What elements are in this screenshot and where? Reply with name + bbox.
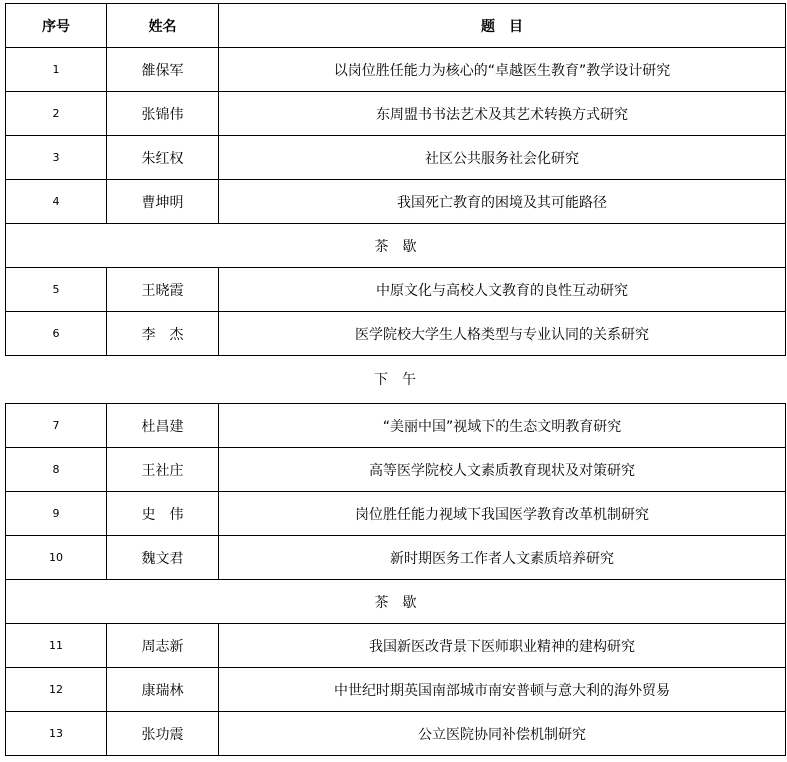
- table-row: [6, 668, 786, 712]
- table-row: [6, 492, 786, 536]
- row-name: 康瑞林: [107, 668, 219, 712]
- table-row: [6, 712, 786, 756]
- tea-break-label: 茶 歇: [6, 580, 786, 624]
- header-title: 题 目: [219, 4, 786, 48]
- table-row: [6, 136, 786, 180]
- row-number: 11: [6, 624, 107, 668]
- row-number: 10: [6, 536, 107, 580]
- row-name: 曹坤明: [107, 180, 219, 224]
- row-name: 雒保军: [107, 48, 219, 92]
- table-row: [6, 536, 786, 580]
- row-name: 王社庄: [107, 448, 219, 492]
- table-row: [6, 268, 786, 312]
- header-name: 姓名: [107, 4, 219, 48]
- row-title: 中原文化与高校人文教育的良性互动研究: [219, 268, 786, 312]
- table-row: [6, 312, 786, 356]
- row-number: 3: [6, 136, 107, 180]
- row-number: 2: [6, 92, 107, 136]
- row-number: 6: [6, 312, 107, 356]
- row-number: 4: [6, 180, 107, 224]
- table-row: [6, 92, 786, 136]
- table-row: [6, 624, 786, 668]
- row-name: 魏文君: [107, 536, 219, 580]
- schedule-table-afternoon: [5, 403, 786, 756]
- row-name: 周志新: [107, 624, 219, 668]
- row-title: 以岗位胜任能力为核心的“卓越医生教育”教学设计研究: [219, 48, 786, 92]
- table-row: [6, 448, 786, 492]
- row-number: 1: [6, 48, 107, 92]
- afternoon-session-label: 下 午: [374, 372, 416, 388]
- break-row: [6, 580, 786, 624]
- row-number: 8: [6, 448, 107, 492]
- row-number: 5: [6, 268, 107, 312]
- row-title: 我国新医改背景下医师职业精神的建构研究: [219, 624, 786, 668]
- header-row: [6, 4, 786, 48]
- row-title: 新时期医务工作者人文素质培养研究: [219, 536, 786, 580]
- row-number: 12: [6, 668, 107, 712]
- row-title: “美丽中国”视域下的生态文明教育研究: [219, 404, 786, 448]
- row-name: 李 杰: [107, 312, 219, 356]
- table-row: [6, 404, 786, 448]
- row-title: 中世纪时期英国南部城市南安普顿与意大利的海外贸易: [219, 668, 786, 712]
- break-row: [6, 224, 786, 268]
- row-name: 史 伟: [107, 492, 219, 536]
- row-title: 公立医院协同补偿机制研究: [219, 712, 786, 756]
- schedule-table-morning: [5, 3, 786, 356]
- row-title: 社区公共服务社会化研究: [219, 136, 786, 180]
- table-row: [6, 48, 786, 92]
- row-number: 9: [6, 492, 107, 536]
- row-name: 杜昌建: [107, 404, 219, 448]
- row-number: 13: [6, 712, 107, 756]
- row-name: 王晓霞: [107, 268, 219, 312]
- row-title: 高等医学院校人文素质教育现状及对策研究: [219, 448, 786, 492]
- row-name: 张功震: [107, 712, 219, 756]
- row-title: 东周盟书书法艺术及其艺术转换方式研究: [219, 92, 786, 136]
- row-title: 我国死亡教育的困境及其可能路径: [219, 180, 786, 224]
- row-title: 医学院校大学生人格类型与专业认同的关系研究: [219, 312, 786, 356]
- row-name: 朱红权: [107, 136, 219, 180]
- table-row: [6, 180, 786, 224]
- header-number: 序号: [6, 4, 107, 48]
- row-name: 张锦伟: [107, 92, 219, 136]
- row-number: 7: [6, 404, 107, 448]
- row-title: 岗位胜任能力视域下我国医学教育改革机制研究: [219, 492, 786, 536]
- tea-break-label: 茶 歇: [6, 224, 786, 268]
